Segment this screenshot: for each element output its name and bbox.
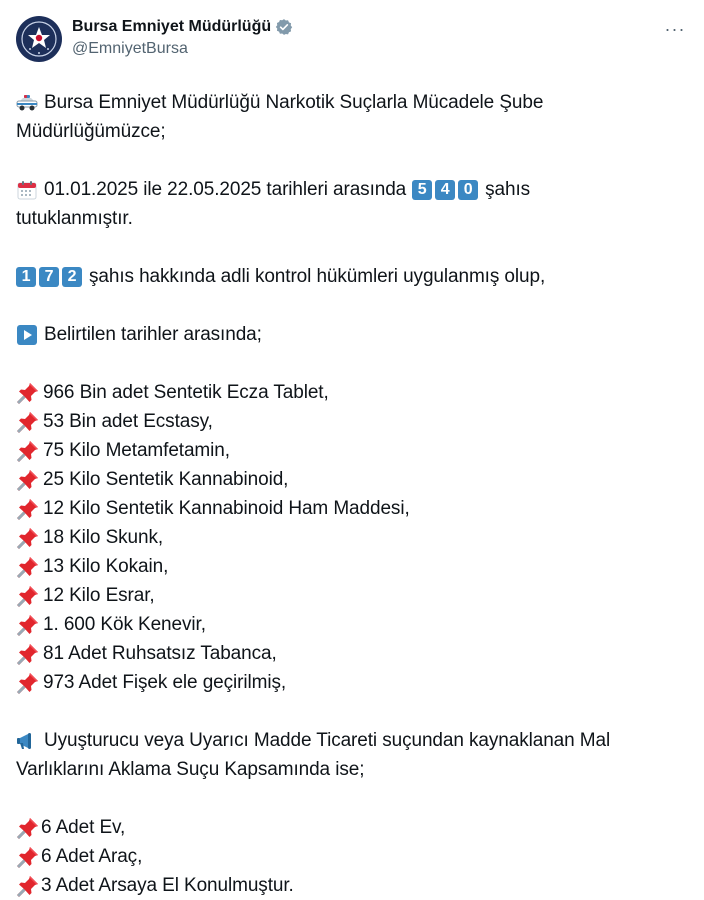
pushpin-icon — [16, 526, 40, 550]
control-count — [16, 267, 85, 287]
keycap-digit: 7 — [39, 267, 59, 287]
list-item-text: 3 Adet Arsaya El Konulmuştur. — [41, 875, 294, 896]
display-name[interactable]: Bursa Emniyet Müdürlüğü — [72, 18, 272, 35]
account-handle[interactable]: @EmniyetBursa — [72, 40, 188, 57]
intro-text-2: Müdürlüğümüzce; — [16, 121, 166, 142]
control-line — [16, 262, 688, 291]
play-button-icon — [16, 324, 38, 346]
keycap-digit: 4 — [435, 180, 455, 200]
keycap-digit: 5 — [412, 180, 432, 200]
list-item-text: 1. 600 Kök Kenevir, — [43, 614, 206, 635]
pushpin-icon — [16, 381, 40, 405]
list-item-text: 25 Kilo Sentetik Kannabinoid, — [43, 469, 289, 490]
pushpin-icon — [16, 555, 40, 579]
name-row — [72, 17, 293, 37]
list-item — [16, 842, 688, 871]
period-text: Belirtilen tarihler arasında; — [44, 324, 262, 345]
dates-text: 01.01.2025 ile 22.05.2025 tarihleri arasında — [44, 179, 407, 200]
list-item — [16, 523, 688, 552]
list-item — [16, 581, 688, 610]
confiscated-list — [16, 813, 688, 900]
spacer — [16, 697, 688, 726]
pushpin-icon — [16, 584, 40, 608]
list-item — [16, 871, 688, 900]
list-item — [16, 552, 688, 581]
account-names — [72, 17, 293, 58]
list-item — [16, 639, 688, 668]
intro-line-2 — [16, 117, 688, 146]
list-item — [16, 436, 688, 465]
list-item-text: 973 Adet Fişek ele geçirilmiş, — [43, 672, 287, 693]
keycap-digit: 2 — [62, 267, 82, 287]
avatar[interactable] — [16, 16, 62, 62]
calendar-icon — [16, 179, 38, 201]
list-item-text: 53 Bin adet Ecstasy, — [43, 411, 213, 432]
list-item — [16, 465, 688, 494]
list-item — [16, 668, 688, 697]
list-item-text: 6 Adet Ev, — [41, 817, 126, 838]
list-item — [16, 407, 688, 436]
pushpin-icon — [16, 671, 40, 695]
tweet-text — [16, 88, 688, 900]
keycap-digit: 1 — [16, 267, 36, 287]
tweet-header — [16, 14, 688, 66]
list-item — [16, 494, 688, 523]
megaphone-icon — [16, 730, 38, 752]
more-options-button[interactable] — [660, 14, 690, 44]
intro-text-1: Bursa Emniyet Müdürlüğü Narkotik Suçlarla Mücadele Şube — [44, 92, 544, 113]
list-item-text: 6 Adet Araç, — [41, 846, 143, 867]
list-item-text: 18 Kilo Skunk, — [43, 527, 164, 548]
police-emblem-icon — [16, 16, 62, 62]
intro-line-1 — [16, 88, 688, 117]
control-text: şahıs hakkında adli kontrol hükümleri uygulanmış olup, — [89, 266, 546, 287]
dates-line — [16, 175, 688, 204]
list-item-text: 12 Kilo Esrar, — [43, 585, 155, 606]
list-item — [16, 610, 688, 639]
list-item-text: 75 Kilo Metamfetamin, — [43, 440, 230, 461]
pushpin-icon — [16, 816, 40, 840]
laundering-line-1 — [16, 726, 688, 755]
arrested-line-2 — [16, 204, 688, 233]
list-item — [16, 378, 688, 407]
spacer — [16, 349, 688, 378]
pushpin-icon — [16, 497, 40, 521]
list-item-text: 966 Bin adet Sentetik Ecza Tablet, — [43, 382, 329, 403]
period-line — [16, 320, 688, 349]
keycap-digit: 0 — [458, 180, 478, 200]
pushpin-icon — [16, 613, 40, 637]
police-car-icon — [16, 92, 38, 114]
more-options-icon: ··· — [664, 18, 686, 39]
pushpin-icon — [16, 439, 40, 463]
spacer — [16, 291, 688, 320]
spacer — [16, 233, 688, 262]
pushpin-icon — [16, 468, 40, 492]
laundering-line-2 — [16, 755, 688, 784]
pushpin-icon — [16, 845, 40, 869]
spacer — [16, 146, 688, 175]
arrested-count — [412, 180, 481, 200]
seized-list — [16, 378, 688, 697]
laundering-text-1: Uyuşturucu veya Uyarıcı Madde Ticareti suçundan kaynaklanan Mal — [44, 730, 611, 751]
verified-badge-icon — [275, 18, 293, 36]
pushpin-icon — [16, 874, 40, 898]
list-item-text: 13 Kilo Kokain, — [43, 556, 169, 577]
spacer — [16, 784, 688, 813]
list-item — [16, 813, 688, 842]
arrested-text-2: tutuklanmıştır. — [16, 208, 133, 229]
pushpin-icon — [16, 410, 40, 434]
list-item-text: 12 Kilo Sentetik Kannabinoid Ham Maddesi, — [43, 498, 410, 519]
pushpin-icon — [16, 642, 40, 666]
arrested-suffix: şahıs — [485, 179, 531, 200]
list-item-text: 81 Adet Ruhsatsız Tabanca, — [43, 643, 277, 664]
laundering-text-2: Varlıklarını Aklama Suçu Kapsamında ise; — [16, 759, 365, 780]
